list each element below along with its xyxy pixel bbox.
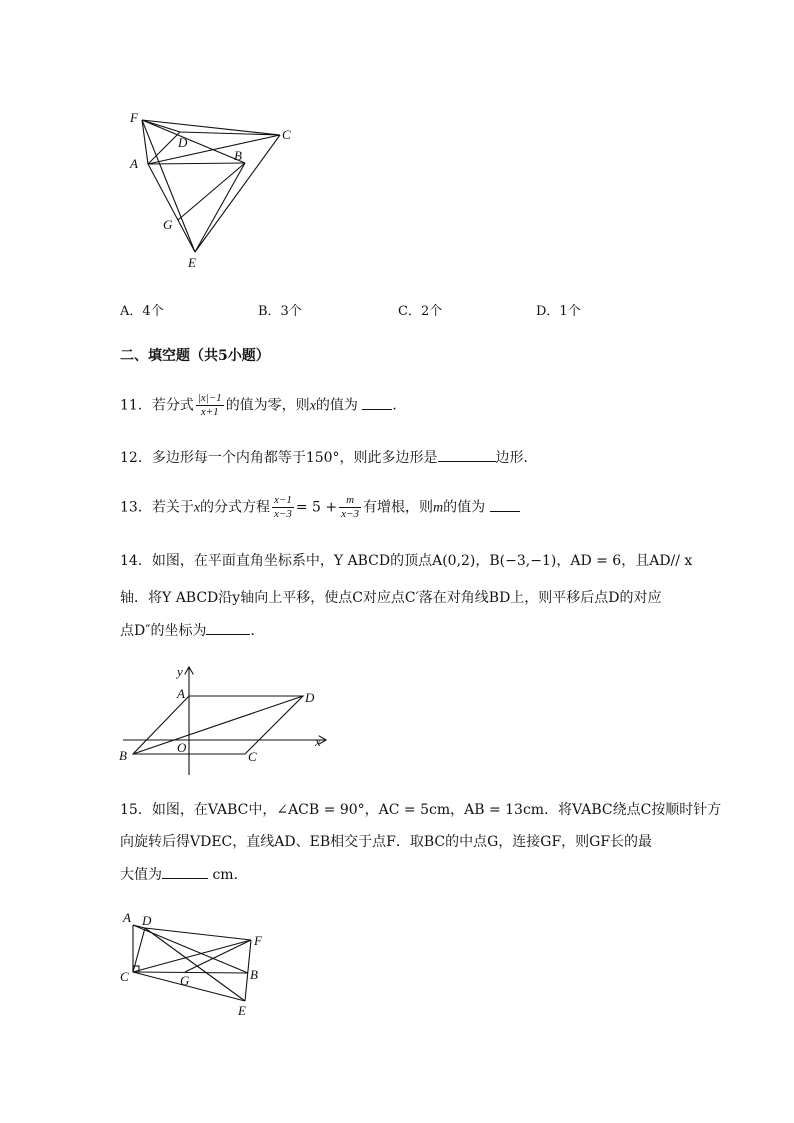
q14-answer-blank[interactable] — [206, 620, 250, 635]
label-C: C — [120, 969, 129, 984]
diagonal-BD — [133, 696, 303, 754]
label-E: E — [238, 1003, 246, 1018]
q13-den2: x−3 — [341, 508, 359, 520]
seg-BG — [178, 163, 245, 220]
q13-fraction-2 — [339, 494, 361, 521]
q13-fraction-1 — [272, 494, 294, 521]
label-D: D — [305, 690, 315, 705]
q12-end: 边形． — [495, 450, 538, 466]
seg-DF — [145, 928, 251, 940]
figure-3 — [115, 905, 275, 1020]
q13-var2: m — [432, 500, 444, 516]
seg-AC — [148, 135, 280, 164]
q11-fraction — [196, 392, 224, 419]
q13-den1: x−3 — [274, 508, 292, 520]
question-11 — [120, 392, 406, 419]
question-12 — [120, 447, 538, 468]
question-15-line-1: 15．如图，在VABC中，∠ACB = 90°，AC = 5cm，AB = 13cm．将VABC绕点C按顺时针方 — [120, 802, 722, 818]
question-14-line-3 — [120, 620, 264, 641]
label-G: G — [163, 217, 173, 232]
label-G: G — [180, 973, 190, 988]
section-title: 二、填空题（共5小题） — [120, 348, 270, 364]
q14-line3-end: ． — [250, 623, 265, 639]
label-x: x — [315, 734, 321, 749]
q11-numerator: |x|−1 — [197, 392, 222, 404]
label-F: F — [254, 933, 262, 948]
seg-CB — [133, 972, 248, 973]
q11-answer-blank[interactable] — [362, 395, 392, 410]
label-B: B — [119, 748, 127, 763]
q11-post: 的值为 — [315, 397, 363, 414]
q11-pre: 11．若分式 — [120, 397, 194, 414]
q14-line3-text: 点D″的坐标为 — [120, 623, 207, 639]
label-A: A — [130, 156, 138, 171]
seg-DC — [133, 928, 145, 972]
label-E: E — [188, 255, 196, 270]
option-d: D．1个 — [536, 304, 581, 319]
q13-answer-blank[interactable] — [490, 497, 520, 512]
label-F: F — [130, 110, 138, 125]
q12-answer-blank[interactable] — [438, 447, 496, 462]
seg-GF — [185, 940, 251, 972]
q11-end: ． — [392, 397, 407, 414]
seg-AE — [148, 164, 195, 252]
figure-2 — [115, 660, 335, 778]
figure-1 — [120, 100, 310, 275]
q13-pre: 13．若关于 — [120, 499, 194, 516]
q13-post: 有增根，则 — [362, 499, 433, 516]
label-D: D — [178, 135, 188, 150]
q15-answer-blank[interactable] — [162, 864, 208, 879]
q13-end: 的值为 — [443, 499, 490, 516]
q15-line3-end: cm． — [208, 867, 248, 883]
label-A: A — [177, 686, 185, 701]
label-A: A — [123, 910, 131, 925]
label-B: B — [234, 148, 242, 163]
q11-mid: 的值为零，则 — [225, 397, 310, 414]
question-13 — [120, 494, 520, 521]
q13-num1: x−1 — [274, 494, 292, 506]
label-C: C — [282, 127, 291, 142]
label-y: y — [177, 664, 183, 679]
q11-var: x — [309, 398, 316, 414]
option-a: A．4个 — [120, 304, 164, 319]
seg-BE — [195, 163, 245, 252]
q15-line3-text: 大值为 — [120, 867, 162, 883]
seg-FB — [142, 120, 245, 163]
label-B: B — [250, 967, 258, 982]
q11-denominator: x+1 — [200, 406, 219, 418]
question-14-line-2: 轴．将Y ABCD沿y轴向上平移，使点C对应点C′落在对角线BD上，则平移后点D的对应 — [120, 590, 662, 606]
question-14-line-1: 14．如图，在平面直角坐标系中，Y ABCD的顶点A(0,2)，B(−3,−1)，AD = 6，且AD// x — [120, 553, 693, 569]
question-15-line-3 — [120, 864, 248, 885]
q12-pre: 12．多边形每一个内角都等于150°，则此多边形是 — [120, 450, 438, 466]
label-D: D — [142, 913, 152, 928]
label-O: O — [177, 740, 187, 755]
q13-mid: 的分式方程 — [200, 499, 271, 516]
question-15-line-2: 向旋转后得VDEC，直线AD、EB相交于点F．取BC的中点G，连接GF，则GF长的最 — [120, 834, 653, 850]
q13-eq: = 5 + — [295, 499, 338, 516]
option-c: C．2个 — [398, 304, 443, 319]
q13-num2: m — [339, 494, 361, 508]
q13-var: x — [193, 500, 201, 516]
seg-AB — [148, 163, 245, 164]
label-C: C — [248, 749, 257, 764]
option-b: B．3个 — [258, 304, 302, 319]
